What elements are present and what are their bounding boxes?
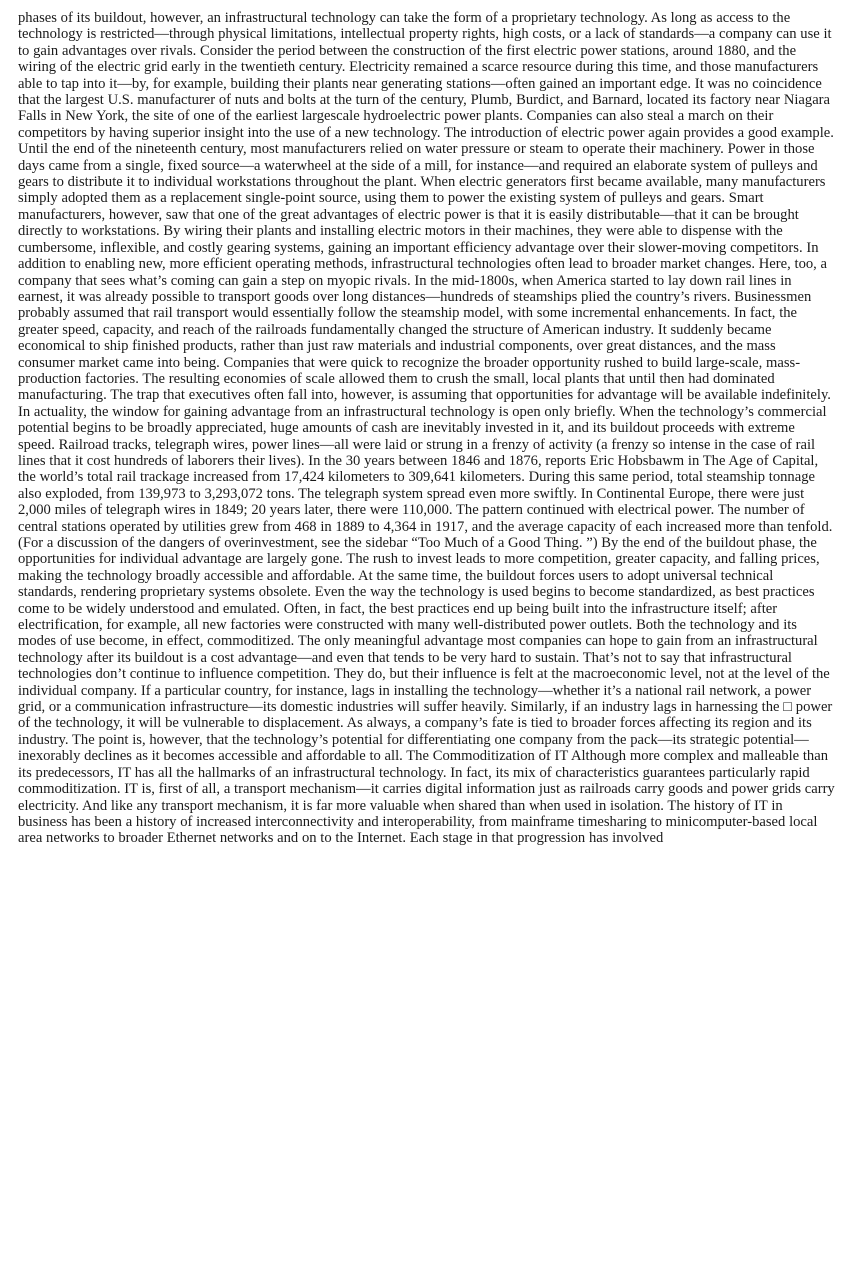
body-paragraph: phases of its buildout, however, an infrastructural technology can take the form of a proprietary technology. As long as access to the technology is restricted—through physical limitations, intellectual property rights, high costs, or a lack of standards—a company can use it to gain advantages over rivals. Consider the period between the construction of the first electric power stations, around 1880, and the wiring of the electric grid early in the twentieth century. Electricity remained a scarce resource during this time, and those manufacturers able to tap into it—by, for example, building their plants near generating stations—often gained an important edge. It was no coincidence that the largest U.S. manufacturer of nuts and bolts at the turn of the century, Plumb, Burdict, and Barnard, located its factory near Niagara Falls in New York, the site of one of the earliest largescale hydroelectric power plants. Companies can also steal a march on their competitors by having superior insight into the use of a new technology. The introduction of electric power again provides a good example. Until the end of the nineteenth century, most manufacturers relied on water pressure or steam to operate their machinery. Power in those days came from a single, fixed source—a waterwheel at the side of a mill, for instance—and required an elaborate system of pulleys and gears to distribute it to individual workstations throughout the plant. When electric generators first became available, many manufacturers simply adopted them as a replacement single-point source, using them to power the existing system of pulleys and gears. Smart manufacturers, however, saw that one of the great advantages of electric power is that it is easily distributable—that it can be brought directly to workstations. By wiring their plants and installing electric motors in their machines, they were able to dispense with the cumbersome, inflexible, and costly gearing systems, gaining an important efficiency advantage over their slower-moving competitors. In addition to enabling new, more efficient operating methods, infrastructural technologies often lead to broader market changes. Here, too, a company that sees what’s coming can gain a step on myopic rivals. In the mid-1800s, when America started to lay down rail lines in earnest, it was already possible to transport goods over long distances—hundreds of steamships plied the country’s rivers. Businessmen probably assumed that rail transport would essentially follow the steamship model, with some incremental enhancements. In fact, the greater speed, capacity, and reach of the railroads fundamentally changed the structure of American industry. It suddenly became economical to ship finished products, rather than just raw materials and industrial components, over great distances, and the mass consumer market came into being. Companies that were quick to recognize the broader opportunity rushed to build large-scale, mass-production factories. The resulting economies of scale allowed them to crush the small, local plants that until then had dominated manufacturing. The trap that executives often fall into, however, is assuming that opportunities for advantage will be available indefinitely. In actuality, the window for gaining advantage from an infrastructural technology is open only briefly. When the technology’s commercial potential begins to be broadly appreciated, huge amounts of cash are inevitably invested in it, and its buildout proceeds with extreme speed. Railroad tracks, telegraph wires, power lines—all were laid or strung in a frenzy of activity (a frenzy so intense in the case of rail lines that it cost hundreds of laborers their lives). In the 30 years between 1846 and 1876, reports Eric Hobsbawm in The Age of Capital, the world’s total rail trackage increased from 17,424 kilometers to 309,641 kilometers. During this same period, total steamship tonnage also exploded, from 139,973 to 3,293,072 tons. The telegraph system spread even more swiftly. In Continental Europe, there were just 2,000 miles of telegraph wires in 1849; 20 years later, there were 110,000. The pattern continued with electrical power. The number of central stations operated by utilities grew from 468 in 1889 to 4,364 in 1917, and the average capacity of each increased more than tenfold. (For a discussion of the dangers of overinvestment, see the sidebar “Too Much of a Good Thing. ”) By the end of the buildout phase, the opportunities for individual advantage are largely gone. The rush to invest leads to more competition, greater capacity, and falling prices, making the technology broadly accessible and affordable. At the same time, the buildout forces users to adopt universal technical standards, rendering proprietary systems obsolete. Even the way the technology is used begins to become standardized, as best practices come to be widely understood and emulated. Often, in fact, the best practices end up being built into the infrastructure itself; after electrification, for example, all new factories were constructed with many well-distributed power outlets. Both the technology and its modes of use become, in effect, commoditized. The only meaningful advantage most companies can hope to gain from an infrastructural technology after its buildout is a cost advantage—and even that tends to be very hard to sustain. That’s not to say that infrastructural technologies don’t continue to influence competition. They do, but their influence is felt at the macroeconomic level, not at the level of the individual company. If a particular country, for instance, lags in installing the technology—whether it’s a national rail network, a power grid, or a communication infrastructure—its domestic industries will suffer heavily. Similarly, if an industry lags in harnessing the □ power of the technology, it will be vulnerable to displacement. As always, a company’s fate is tied to broader forces affecting its region and its industry. The point is, however, that the technology’s potential for differentiating one company from the pack—its strategic potential—inexorably declines as it becomes accessible and affordable to all. The Commoditization of IT Although more complex and malleable than its predecessors, IT has all the hallmarks of an infrastructural technology. In fact, its mix of characteristics guarantees particularly rapid commoditization. IT is, first of all, a transport mechanism—it carries digital information just as railroads carry goods and power grids carry electricity. And like any transport mechanism, it is far more valuable when shared than when used in isolation. The history of IT in business has been a history of increased interconnectivity and interoperability, from mainframe timesharing to minicomputer-based local area networks to broader Ethernet networks and on to the Internet. Each stage in that progression has involved [18,10,835,847]
